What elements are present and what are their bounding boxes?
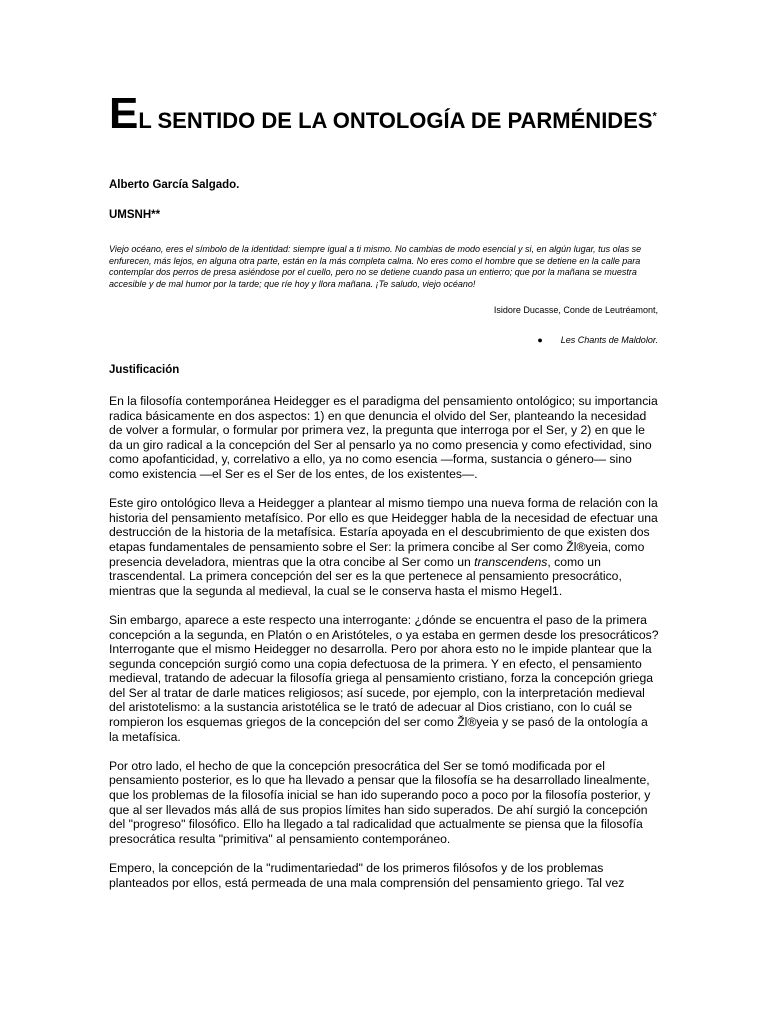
paragraph-2-part-2: , como un trascendental. La primera concepción del ser es la que pertenece al pensamiento presocrático, mientras que la segunda al medieval, la cual se le conserva hasta el mismo Hegel1. xyxy=(109,554,622,598)
section-heading: Justificación xyxy=(109,364,180,376)
bullet-icon: ● xyxy=(537,335,543,345)
body-text xyxy=(109,394,659,905)
epigraph-source-title: Les Chants de Maldolor. xyxy=(560,335,658,345)
author-name: Alberto García Salgado. xyxy=(109,179,240,191)
paragraph-1: En la filosofía contemporánea Heidegger es el paradigma del pensamiento ontológico; su importancia radica básicamente en dos aspectos: 1) en que denuncia el olvido del Ser, planteando la necesidad de volver a formular, o formular por primera vez, la pregunta que interroga por el Ser, y 2) en que le da un giro radical a la concepción del Ser al pensarlo ya no como presencia y como efectividad, sino como apofanticidad, y, correlativo a ello, ya no como esencia —forma, sustancia o género— sino como existencia —el Ser es el Ser de los entes, de los existentes—. xyxy=(109,394,658,481)
title-drop-letter: E xyxy=(109,89,139,138)
epigraph-source xyxy=(537,335,658,345)
paragraph-4: Por otro lado, el hecho de que la concepción presocrática del Ser se tomó modificada por el pensamiento posterior, es lo que ha llevado a pensar que la filosofía se ha desarrollado linealmente, que los problemas de la filosofía inicial se han ido superando poco a poco por la filosofía posterior, y que al ser llevados más allá de sus propios límites han sido superados. De ahí surgió la concepción del "progreso" filosófico. Ello ha llegado a tal radicalidad que actualmente se piensa que la filosofía presocrática resulta "primitiva" al pensamiento contemporáneo. xyxy=(109,758,651,846)
paragraph-2-part-1: Este giro ontológico lleva a Heidegger a plantear al mismo tiempo una nueva forma de relación con la historia del pensamiento metafísico. Por ello es que Heidegger habla de la necesidad de efectuar una destrucción de la historia de la metafísica. Estaría apoyada en el descubrimiento de que existen dos etapas fundamentales de pensamiento sobre el Ser: la primera concibe al Ser como Žl®yeia, como presencia develadora, mientras que la otra concibe al Ser como un xyxy=(109,496,658,569)
epigraph-attribution: Isidore Ducasse, Conde de Leutréamont, xyxy=(493,305,658,315)
title-footnote-mark: * xyxy=(652,110,657,123)
paragraph-3: Sin embargo, aparece a este respecto una interrogante: ¿dónde se encuentra el paso de la primera concepción a la segunda, en Platón o en Aristóteles, o ya estaba en germen desde los presocráticos? Interrogante que el mismo Heidegger no desarrolla. Pero por ahora esto no le impide plantear que la segunda concepción surgió como una copia defectuosa de la primera. Y en efecto, el pensamiento medieval, tratando de adecuar la filosofía griega al pensamiento cristiano, forza la concepción griega del Ser al tratar de darle matices religiosos; así sucede, por ejemplo, con la interpretación medieval del aristotelismo: a la sustancia aristotélica se le trató de adecuar al Dios cristiano, con lo cuál se rompieron los esquemas griegos de la concepción del ser como Žl®yeia y se pasó de la ontología a la metafísica. xyxy=(109,612,659,744)
title-text: L SENTIDO DE LA ONTOLOGÍA DE PARMÉNIDES xyxy=(138,108,653,133)
paragraph-5: Empero, la concepción de la "rudimentariedad" de los primeros filósofos y de los problemas planteados por ellos, está permeada de una mala comprensión del pensamiento griego. Tal vez xyxy=(109,861,625,890)
paragraph-2 xyxy=(109,496,659,598)
page-title xyxy=(109,89,669,138)
paragraph-2-italic-term: transcendens xyxy=(474,554,548,569)
epigraph-quote: Viejo océano, eres el símbolo de la identidad: siempre igual a ti mismo. No cambias de modo esencial y si, en algún lugar, tus olas se enfurecen, más lejos, en alguna otra parte, están en la más completa calma. No eres como el hombre que se detiene en la calle para contemplar dos perros de presa asiéndose por el cuello, pero no se detiene cuando pasa un entierro; que por la mañana se muestra accesible y de mal humor por la tarde; que ríe hoy y llora mañana. ¡Te saludo, viejo océano! xyxy=(109,244,642,289)
institution: UMSNH** xyxy=(109,209,161,221)
